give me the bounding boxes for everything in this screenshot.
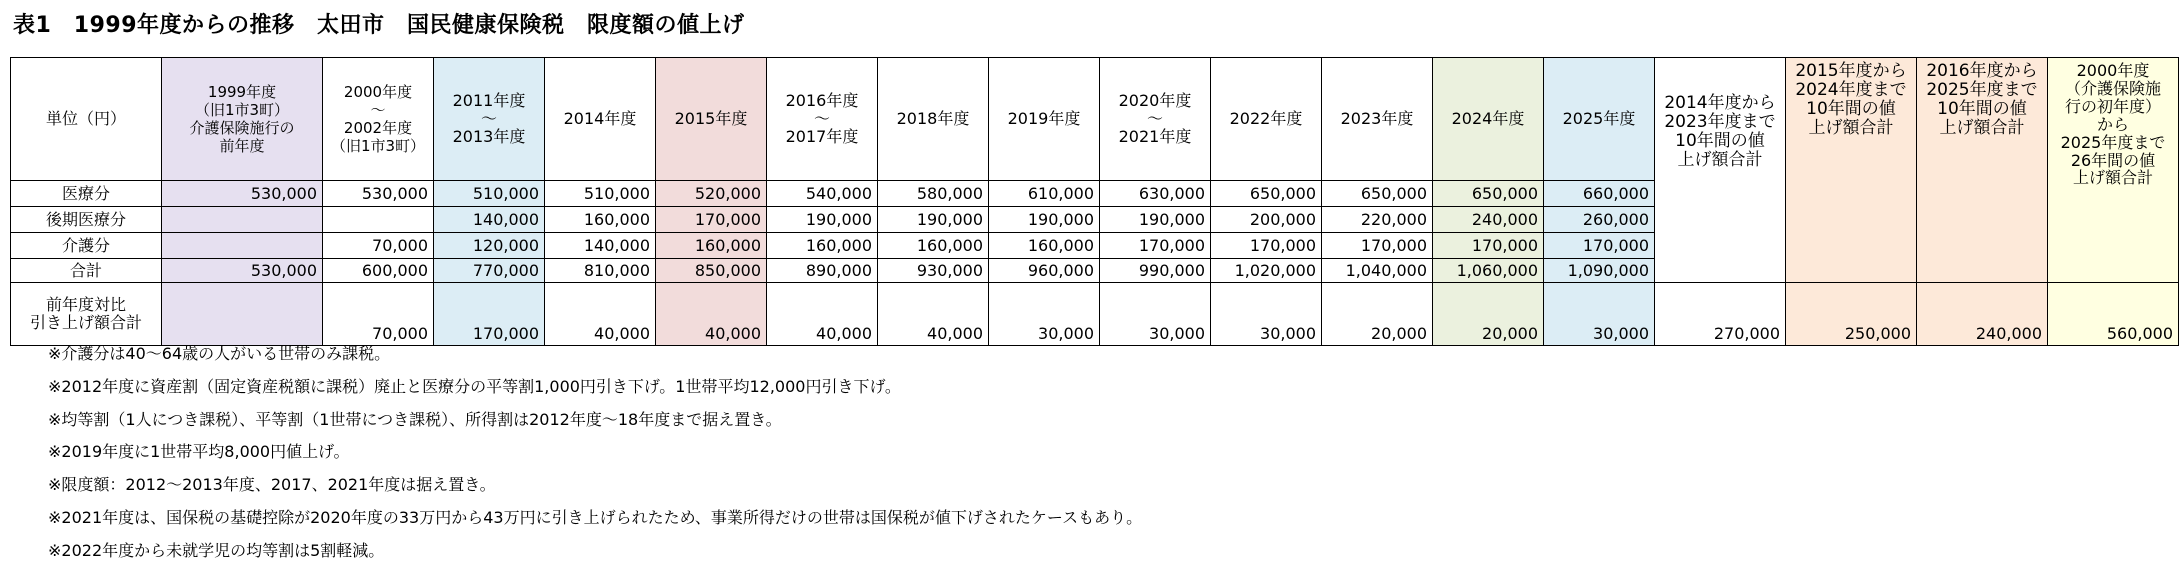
note: ※限度額：2012～2013年度、2017、2021年度は据え置き。 <box>48 475 496 495</box>
header-2018: 2018年度 <box>878 58 989 181</box>
header-2015: 2015年度 <box>656 58 767 181</box>
value-cell: 540,000 <box>767 181 878 207</box>
value-cell: 850,000 <box>656 259 767 283</box>
value-cell: 530,000 <box>162 181 323 207</box>
header-2022: 2022年度 <box>1211 58 1322 181</box>
value-cell: 270,000 <box>1655 283 1786 346</box>
value-cell: 1,090,000 <box>1544 259 1655 283</box>
header-row <box>11 58 2179 181</box>
value-cell: 220,000 <box>1322 207 1433 233</box>
value-cell: 240,000 <box>1917 283 2048 346</box>
header-sum-2000-2025: 2000年度 （介護保険施 行の初年度） から 2025年度まで 26年間の値 上げ額合計 <box>2048 58 2179 283</box>
value-cell: 70,000 <box>323 233 434 259</box>
value-cell: 140,000 <box>434 207 545 233</box>
value-cell: 170,000 <box>1211 233 1322 259</box>
value-cell: 890,000 <box>767 259 878 283</box>
value-cell: 30,000 <box>1544 283 1655 346</box>
value-cell: 160,000 <box>878 233 989 259</box>
header-2016-2017: 2016年度 ～ 2017年度 <box>767 58 878 181</box>
value-cell: 580,000 <box>878 181 989 207</box>
value-cell: 190,000 <box>878 207 989 233</box>
value-cell: 200,000 <box>1211 207 1322 233</box>
value-cell: 190,000 <box>1100 207 1211 233</box>
header-2014: 2014年度 <box>545 58 656 181</box>
header-2024: 2024年度 <box>1433 58 1544 181</box>
value-cell: 560,000 <box>2048 283 2179 346</box>
value-cell: 630,000 <box>1100 181 1211 207</box>
value-cell: 250,000 <box>1786 283 1917 346</box>
header-2025: 2025年度 <box>1544 58 1655 181</box>
value-cell: 70,000 <box>323 283 434 346</box>
value-cell: 160,000 <box>767 233 878 259</box>
value-cell: 30,000 <box>989 283 1100 346</box>
value-cell: 650,000 <box>1211 181 1322 207</box>
row-label: 医療分 <box>11 181 162 207</box>
value-cell: 770,000 <box>434 259 545 283</box>
notes <box>48 338 1142 568</box>
note: ※2022年度から未就学児の均等割は5割軽減。 <box>48 540 385 560</box>
value-cell: 600,000 <box>323 259 434 283</box>
header-sum-2014-2023: 2014年度から 2023年度まで 10年間の値 上げ額合計 <box>1655 58 1786 283</box>
value-cell: 120,000 <box>434 233 545 259</box>
value-cell: 190,000 <box>989 207 1100 233</box>
value-cell: 260,000 <box>1544 207 1655 233</box>
value-cell <box>162 207 323 233</box>
value-cell <box>323 207 434 233</box>
note: ※2021年度は、国保税の基礎控除が2020年度の33万円から43万円に引き上げられたため、事業所得だけの世帯は国保税が値下げされたケースもあり。 <box>48 507 1143 527</box>
value-cell: 40,000 <box>878 283 989 346</box>
note: ※2012年度に資産割（固定資産税額に課税）廃止と医療分の平等割1,000円引き下げ。1世帯平均12,000円引き下げ。 <box>48 376 901 396</box>
value-cell: 1,020,000 <box>1211 259 1322 283</box>
row-label: 介護分 <box>11 233 162 259</box>
value-cell: 20,000 <box>1433 283 1544 346</box>
value-cell: 960,000 <box>989 259 1100 283</box>
value-cell: 170,000 <box>1322 233 1433 259</box>
value-cell: 610,000 <box>989 181 1100 207</box>
value-cell: 30,000 <box>1211 283 1322 346</box>
value-cell: 990,000 <box>1100 259 1211 283</box>
value-cell: 190,000 <box>767 207 878 233</box>
value-cell: 40,000 <box>545 283 656 346</box>
note: ※均等割（1人につき課税）、平等割（1世帯につき課税）、所得割は2012年度～18年度まで据え置き。 <box>48 409 782 429</box>
value-cell: 930,000 <box>878 259 989 283</box>
value-cell: 170,000 <box>1100 233 1211 259</box>
value-cell: 170,000 <box>1433 233 1544 259</box>
value-cell: 1,040,000 <box>1322 259 1433 283</box>
value-cell: 810,000 <box>545 259 656 283</box>
value-cell: 170,000 <box>656 207 767 233</box>
note: ※介護分は40～64歳の人がいる世帯のみ課税。 <box>48 344 391 363</box>
value-cell: 160,000 <box>989 233 1100 259</box>
value-cell: 160,000 <box>656 233 767 259</box>
header-sum-2015-2024: 2015年度から 2024年度まで 10年間の値 上げ額合計 <box>1786 58 1917 283</box>
value-cell: 650,000 <box>1433 181 1544 207</box>
value-cell: 520,000 <box>656 181 767 207</box>
value-cell: 530,000 <box>323 181 434 207</box>
value-cell: 20,000 <box>1322 283 1433 346</box>
value-cell: 160,000 <box>545 207 656 233</box>
row-increase <box>11 283 2179 346</box>
header-2023: 2023年度 <box>1322 58 1433 181</box>
row-label: 前年度対比 引き上げ額合計 <box>11 283 162 346</box>
value-cell: 530,000 <box>162 259 323 283</box>
value-cell: 510,000 <box>434 181 545 207</box>
header-2000-2002: 2000年度 ～ 2002年度 （旧1市3町） <box>323 58 434 181</box>
value-cell <box>162 233 323 259</box>
value-cell: 40,000 <box>767 283 878 346</box>
value-cell <box>162 283 323 346</box>
header-unit: 単位（円） <box>11 58 162 181</box>
page-title: 表1 1999年度からの推移 太田市 国民健康保険税 限度額の値上げ <box>13 13 745 38</box>
header-sum-2016-2025: 2016年度から 2025年度まで 10年間の値 上げ額合計 <box>1917 58 2048 283</box>
value-cell: 510,000 <box>545 181 656 207</box>
value-cell: 1,060,000 <box>1433 259 1544 283</box>
header-2020-2021: 2020年度 ～ 2021年度 <box>1100 58 1211 181</box>
limit-history-table <box>10 57 2179 346</box>
value-cell: 40,000 <box>656 283 767 346</box>
value-cell: 660,000 <box>1544 181 1655 207</box>
value-cell: 170,000 <box>1544 233 1655 259</box>
value-cell: 650,000 <box>1322 181 1433 207</box>
header-2011-2013: 2011年度 ～ 2013年度 <box>434 58 545 181</box>
value-cell: 170,000 <box>434 283 545 346</box>
header-1999: 1999年度 （旧1市3町） 介護保険施行の 前年度 <box>162 58 323 181</box>
row-label: 後期医療分 <box>11 207 162 233</box>
value-cell: 140,000 <box>545 233 656 259</box>
note: ※2019年度に1世帯平均8,000円値上げ。 <box>48 442 350 462</box>
value-cell: 30,000 <box>1100 283 1211 346</box>
header-2019: 2019年度 <box>989 58 1100 181</box>
row-label: 合計 <box>11 259 162 283</box>
value-cell: 240,000 <box>1433 207 1544 233</box>
